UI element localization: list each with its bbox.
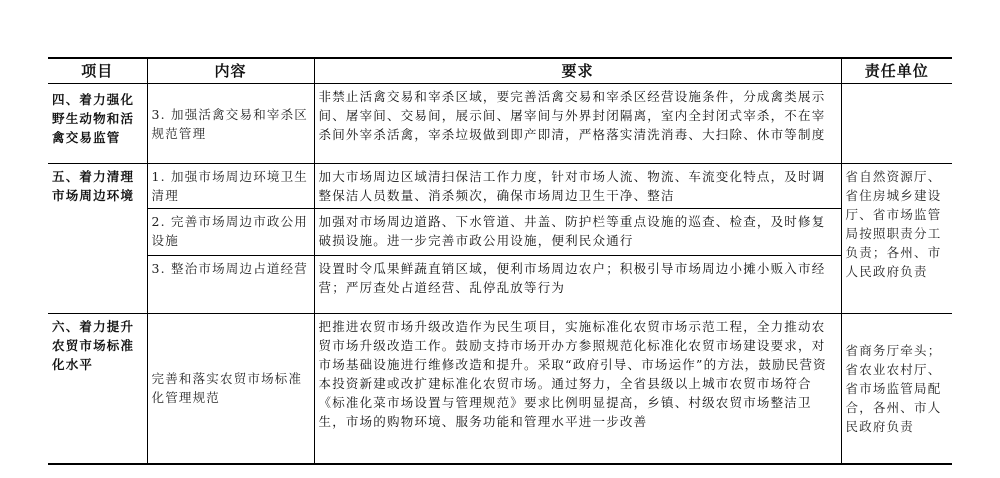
table-row <box>48 256 952 314</box>
item-cell: 六、着力提升农贸市场标准化水平 <box>48 314 147 464</box>
table-row <box>48 84 952 164</box>
content-cell: 3. 整治市场周边占道经营 <box>147 256 314 314</box>
table-row <box>48 164 952 209</box>
content-cell: 3. 加强活禽交易和宰杀区规范管理 <box>147 84 314 164</box>
header-responsible: 责任单位 <box>841 58 952 84</box>
content-cell: 1. 加强市场周边环境卫生清理 <box>147 164 314 209</box>
content-cell: 完善和落实农贸市场标准化管理规范 <box>147 314 314 464</box>
requirement-cell: 加大市场周边区域清扫保洁工作力度，针对市场人流、物流、车流变化特点，及时调整保洁人员数量、消杀频次，确保市场周边卫生干净、整洁 <box>314 164 841 209</box>
requirement-cell: 设置时令瓜果鲜蔬直销区域，便利市场周边农户；积极引导市场周边小摊小贩入市经营；严厉查处占道经营、乱停乱放等行为 <box>314 256 841 314</box>
content-cell: 2. 完善市场周边市政公用设施 <box>147 209 314 256</box>
header-requirement: 要求 <box>314 58 841 84</box>
responsible-cell: 省自然资源厅、省住房城乡建设厅、省市场监管局按照职责分工负责；各州、市人民政府负责 <box>841 164 952 314</box>
table-row <box>48 314 952 464</box>
responsible-cell <box>841 84 952 164</box>
item-cell: 五、着力清理市场周边环境 <box>48 164 147 314</box>
requirement-cell: 加强对市场周边道路、下水管道、井盖、防护栏等重点设施的巡查、检查，及时修复破损设施。进一步完善市政公用设施，便利民众通行 <box>314 209 841 256</box>
header-content: 内容 <box>147 58 314 84</box>
table-header-row <box>48 58 952 84</box>
requirement-cell: 把推进农贸市场升级改造作为民生项目，实施标准化农贸市场示范工程，全力推动农贸市场升级改造工作。鼓励支持市场开办方参照规范化标准化农贸市场建设要求，对市场基础设施进行维修改造和提升。采取“政府引导、市场运作”的方法，鼓励民营资本投资新建或改扩建标准化农贸市场。通过努力，全省县级以上城市农贸市场符合《标准化菜市场设置与管理规范》要求比例明显提高，乡镇、村级农贸市场整洁卫生，市场的购物环境、服务功能和管理水平进一步改善 <box>314 314 841 464</box>
header-item: 项目 <box>48 58 147 84</box>
requirement-cell: 非禁止活禽交易和宰杀区域，要完善活禽交易和宰杀区经营设施条件，分成禽类展示间、屠宰间、交易间，展示间、屠宰间与外界封闭隔离，室内全封闭式宰杀，不在宰杀间外宰杀活禽，宰杀垃圾做到即产即清，严格落实清洗消毒、大扫除、休市等制度 <box>314 84 841 164</box>
responsible-cell: 省商务厅牵头；省农业农村厅、省市场监管局配合，各州、市人民政府负责 <box>841 314 952 464</box>
responsibility-table <box>48 57 952 465</box>
item-cell: 四、着力强化野生动物和活禽交易监管 <box>48 84 147 164</box>
table-row <box>48 209 952 256</box>
